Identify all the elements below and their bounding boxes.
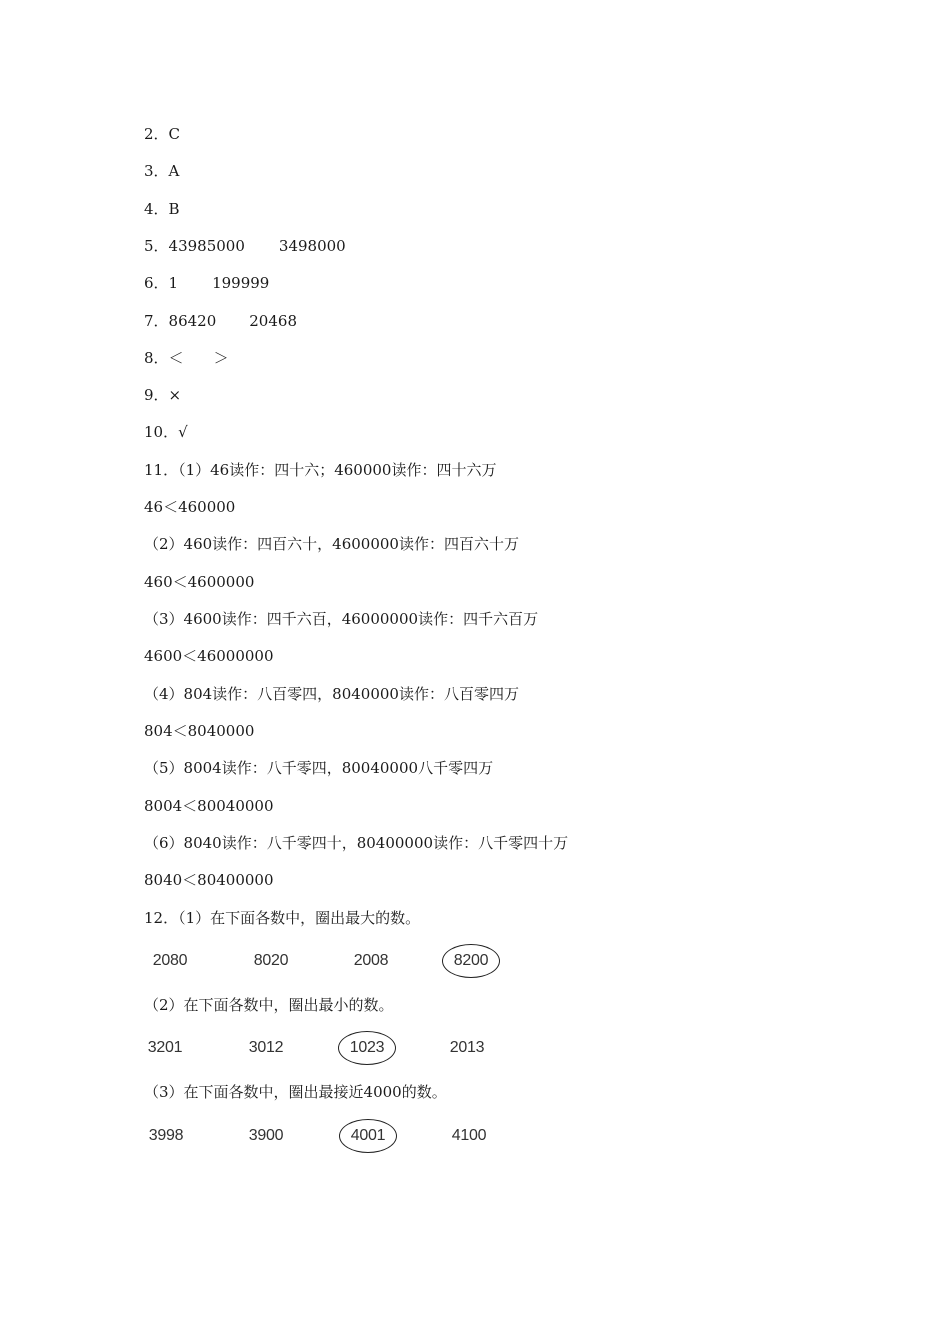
q12-number: 2013	[449, 1039, 485, 1056]
answer-9	[144, 385, 181, 405]
q11-line: （5）8004读作：八千零四，80040000八千零四万	[144, 759, 494, 777]
q12-number-row-2	[0, 1028, 950, 1068]
answer-8	[144, 348, 229, 368]
q12-prompt-1: 12．（1）在下面各数中，圈出最大的数。	[144, 909, 421, 927]
q12-number-row-1	[0, 941, 950, 981]
q12-number: 3900	[248, 1127, 284, 1144]
q12-number: 2080	[152, 952, 188, 969]
answer-value: ×	[168, 386, 182, 404]
q12-number: 4100	[451, 1127, 487, 1144]
answer-number: 5．	[144, 237, 169, 255]
q12-number: 2008	[353, 952, 389, 969]
answer-number: 9．	[144, 386, 169, 404]
q11-line: （2）460读作：四百六十，4600000读作：四百六十万	[144, 535, 519, 553]
answer-number: 4．	[144, 200, 169, 218]
q12-number-circled: 1023	[349, 1039, 385, 1056]
answer-7	[144, 311, 297, 331]
q11-line: 8040＜80400000	[144, 871, 274, 889]
answer-value: C	[168, 125, 181, 143]
q11-line: 4600＜46000000	[144, 647, 274, 665]
answer-5	[144, 236, 346, 256]
q11-line: （6）8040读作：八千零四十，80400000读作：八千零四十万	[144, 834, 569, 852]
q12-number-circled: 8200	[453, 952, 489, 969]
answer-3	[144, 161, 179, 181]
answer-number: 10．	[144, 423, 179, 441]
q12-number-row-3	[0, 1116, 950, 1156]
answer-6	[144, 273, 269, 293]
answer-value-2: 20468	[249, 312, 297, 330]
answer-number: 6．	[144, 274, 169, 292]
q11-line: （3）4600读作：四千六百，46000000读作：四千六百万	[144, 610, 539, 628]
answer-number: 7．	[144, 312, 169, 330]
q12-number: 8020	[253, 952, 289, 969]
q11-line: 804＜8040000	[144, 722, 255, 740]
answer-value: B	[168, 200, 180, 218]
q11-line: 11．（1）46读作：四十六；460000读作：四十六万	[144, 461, 497, 479]
q11-line: （4）804读作：八百零四，8040000读作：八百零四万	[144, 685, 519, 703]
q12-number: 3201	[147, 1039, 183, 1056]
answer-value: A	[168, 162, 180, 180]
q12-prompt-3: （3）在下面各数中，圈出最接近4000的数。	[144, 1083, 447, 1101]
answer-value-2: 3498000	[278, 237, 346, 255]
answer-value: 43985000	[168, 237, 245, 255]
answer-value: ＜	[168, 349, 184, 367]
q11-line: 8004＜80040000	[144, 797, 274, 815]
answer-10	[144, 422, 188, 442]
q12-number-circled: 4001	[350, 1127, 386, 1144]
q11-line: 46＜460000	[144, 498, 236, 516]
answer-value: √	[178, 423, 188, 441]
answer-number: 3．	[144, 162, 169, 180]
answer-value-2: 199999	[212, 274, 270, 292]
q12-prompt-2: （2）在下面各数中，圈出最小的数。	[144, 996, 394, 1014]
answer-2	[144, 124, 180, 144]
answer-value: 1	[168, 274, 179, 292]
answer-value: 86420	[168, 312, 217, 330]
q12-number: 3998	[148, 1127, 184, 1144]
answer-4	[144, 199, 180, 219]
answer-number: 2．	[144, 125, 169, 143]
answer-value-2: ＞	[213, 349, 229, 367]
q12-number: 3012	[248, 1039, 284, 1056]
q11-line: 460＜4600000	[144, 573, 255, 591]
answer-number: 8．	[144, 349, 169, 367]
